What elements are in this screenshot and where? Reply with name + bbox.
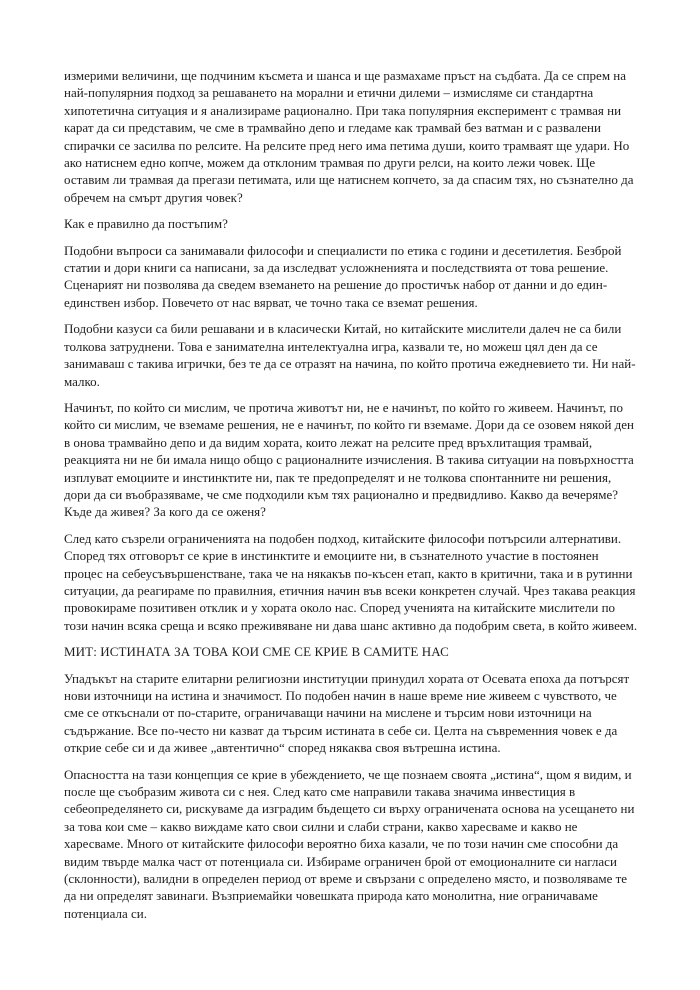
paragraph-danger: Опасността на тази концепция се крие в убеждението, че ще познаем своята „истина“, щом я видим, и после ще съобразим живота си с нея. След като сме направили такава значима инвестиция в себеопределянето си, рискуваме да изградим бъдещето си върху ограничената основа на усещането ни за това кои сме – какво виждаме като свои силни и слаби страни, какво харесваме и какво не харесваме. Много от китайските философи вероятно биха казали, че по този начин сме способни да видим твърде малка част от потенциала си. Избираме ограничен брой от емоционалните си нагласи (склонности), валидни в определен период от време и свързани с определено място, и позволяваме те да ни определят завинаги. Възприемайки човешката природа като монолитна, ние ограничаваме потенциала си. [64,766,635,921]
section-heading: МИТ: ИСТИНАТА ЗА ТОВА КОИ СМЕ СЕ КРИЕ В САМИТЕ НАС [64,644,449,660]
paragraph-how-we-live: Начинът, по който си мислим, че протича животът ни, не е начинът, по който го живеем. Начинът, по който си мислим, че вземаме решения, не е начинът, по който ги вземаме. Дори да се озовем някой ден в онова трамвайно депо и да видим хората, които лежат на релсите пред връхлитащия трамвай, реакцията ни не би имала нищо общо с рационалните изчисления. В такива ситуации на повърхността изплуват емоциите и инстинктите ни, пак те предопределят и не толкова спонтанните ни решения, дори да си въобразяваме, че сме подходили към тях рационално и предвидливо. Какво да вечеряме? Къде да живея? За кого да се оженя? [64,399,634,520]
paragraph-alternatives: След като съзрели ограниченията на подобен подход, китайските философи потърсили алтернативи. Според тях отговорът се крие в инстинктите и емоциите ни, в съзнателното участие в постоянен процес на себеусъвършенстване, така че на някакъв по-късен етап, както в критични, така и в рутинни ситуации, да реагираме по правилния, етичния начин във всеки конкретен случай. Чрез такава реакция провокираме позитивен отклик и у хората около нас. Според ученията на китайските мислители по този начин всяка среща и всяко преживяване ни дава шанс активно да подобрим света, в който живеем. [64,530,638,633]
paragraph-axial-age: Упадъкът на старите елитарни религиозни институции принудил хората от Осевата епоха да потърсят нови източници на истина и значимост. По подобен начин в наше време ние живеем с чувството, че сме се откъснали от по-старите, ограничаващи начини на мислене и търсим нови източници на съдържание. Все по-често ни казват да търсим истината в себе си. Целта на съвременния човек е да открие себе си и да живее „автентично“ според някаква своя вътрешна истина. [64,670,630,756]
paragraph-classical-china: Подобни казуси са били решавани и в класически Китай, но китайските мислители далеч не са били толкова затруднени. Това е занимателна интелектуална игра, казвали те, но можеш цял ден да се занимаваш с такива игрички, без те да се отразят на начина, по който протича ежедневието ти. Ни най-малко. [64,321,636,389]
paragraph-trolley-experiment: измерими величини, ще подчиним късмета и шанса и ще размахаме пръст на съдбата. Да се спрем на най-популярния подход за решаването на морални и етични дилеми – измисляме си стандартна хипотетична ситуация и я анализираме рационално. При така популярния експеримент с трамвая ни карат да си представим, че сме в трамвайно депо и гледаме как трамвай без ватман и с развалени спирачки се засилва по релсите. На релсите пред него има петима души, които трамваят ще удари. Но ако натиснем едно копче, можем да отклоним трамвая по други релси, на които лежи човек. Ще оставим ли трамвая да прегази петимата, или ще натиснем копчето, за да спасим тях, но съзнателно да обречем на смърт другия човек? [64,68,634,205]
paragraph-philosophers: Подобни въпроси са занимавали философи и специалисти по етика с години и десетилетия. Безброй статии и дори книги са написани, за да изследват усложненията и последствията от това решение. Сценарият ни позволява да сведем вземането на решение до простичък набор от данни и до един-единствен избор. Повечето от нас вярват, че точно така се вземат решения. [64,242,622,310]
paragraph-question: Как е правилно да постъпим? [64,216,228,232]
